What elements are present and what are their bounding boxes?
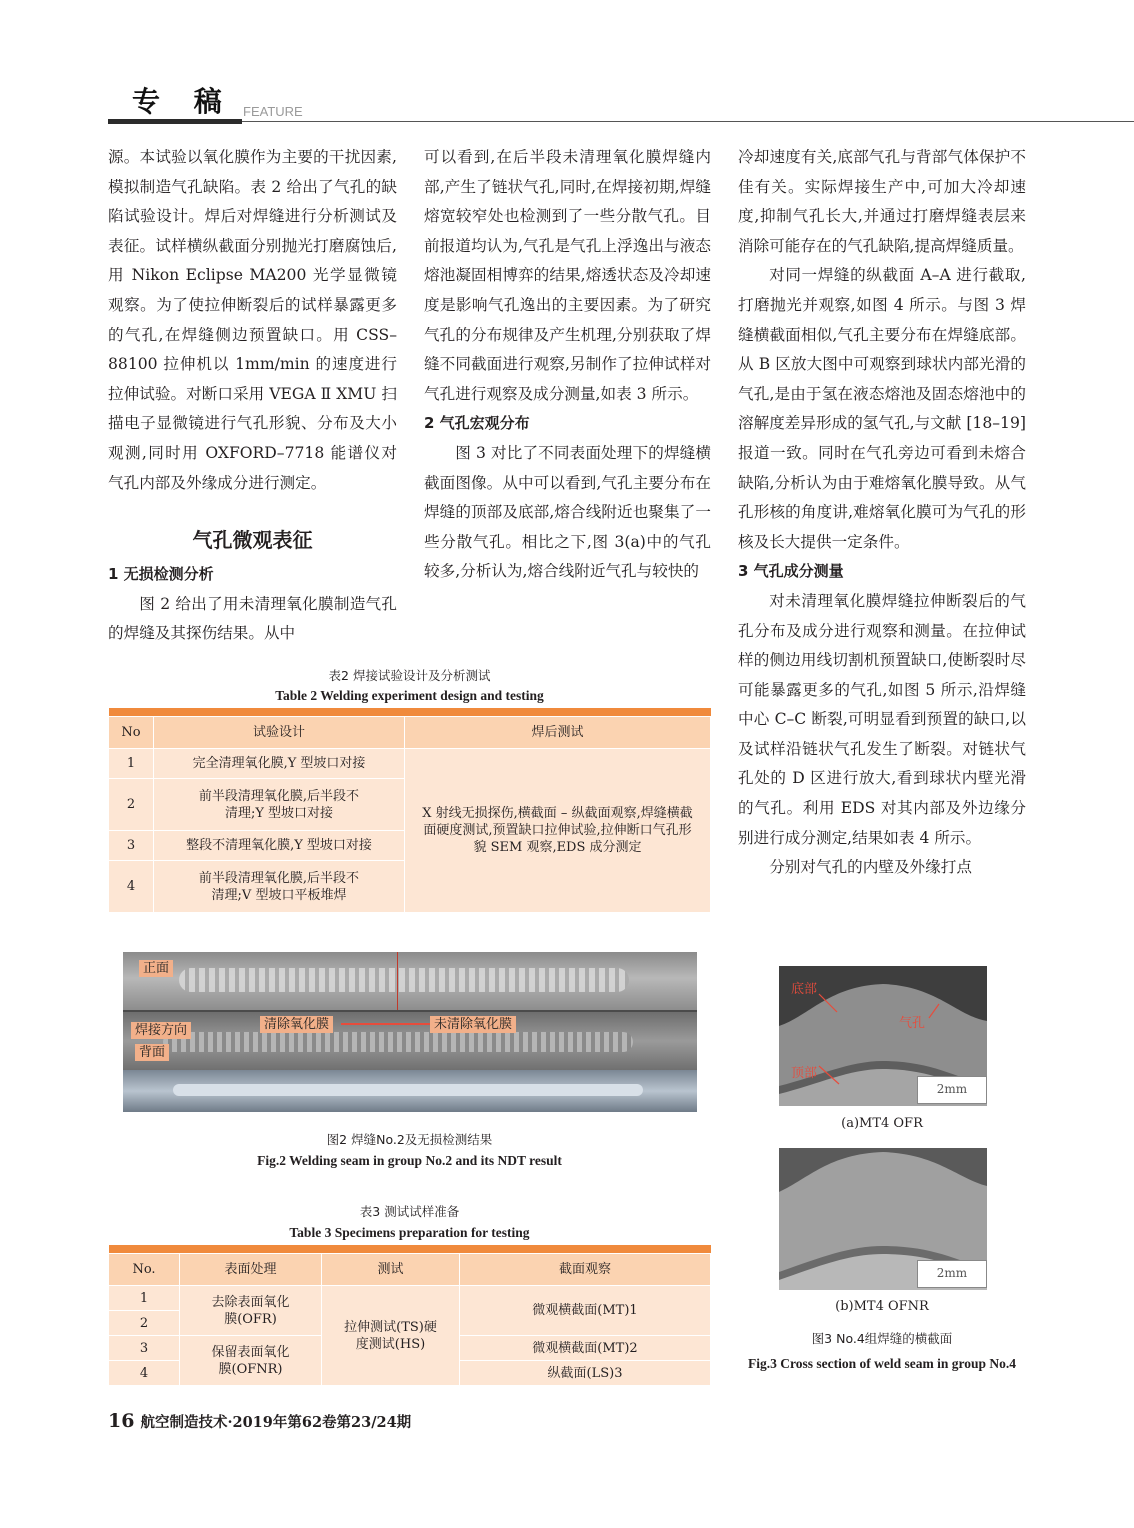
label-top: 顶部 (791, 1066, 818, 1081)
label-cleaned: 清除氧化膜 (260, 1016, 333, 1033)
table-header: 焊后测试 (405, 717, 711, 749)
label-pore: 气孔 (899, 1016, 926, 1031)
divider-line (397, 952, 398, 1010)
column-1-lower (108, 560, 397, 649)
table-cell: 前半段清理氧化膜,后半段不清理;Y 型坡口对接 (154, 779, 405, 831)
figure-3a-subcaption: (a)MT4 OFR (841, 1116, 923, 1131)
paragraph: 可以看到,在后半段未清理氧化膜焊缝内部,产生了链状气孔,同时,在焊接初期,焊缝熔宽较窄处也检测到了一些分散气孔。目前报道均认为,气孔是气孔上浮逸出与液态熔池凝固相博弈的结果,熔透状态及冷却速度是影响气孔逸出的主要因素。为了研究气孔的分布规律及产生机理,分别获取了焊缝不同截面进行观察,另制作了拉伸试样对气孔进行观察及成分测量,如表 3 所示。 (424, 148, 711, 403)
journal-info: 航空制造技术·2019年第62卷第23/24期 (140, 1414, 412, 1431)
table-cell: 3 (109, 1336, 180, 1361)
header-rule (242, 121, 1134, 122)
table-header: No. (109, 1254, 180, 1286)
label-back: 背面 (135, 1044, 169, 1061)
scale-bar: 2mm (917, 1260, 987, 1288)
figure-3a-cross-section (779, 966, 987, 1106)
label-front: 正面 (139, 960, 173, 977)
table-cell: 3 (109, 831, 154, 861)
table-cell: 2 (109, 1311, 180, 1336)
page-number: 16 (108, 1410, 135, 1432)
weld-bead-mid (163, 1032, 633, 1052)
table-cell: 微观横截面(MT)1 (460, 1286, 711, 1336)
scale-bar: 2mm (917, 1076, 987, 1104)
heading-3: 3 气孔成分测量 (738, 562, 844, 581)
table-cell: 拉伸测试(TS)硬度测试(HS) (322, 1286, 460, 1386)
table-3 (108, 1245, 711, 1386)
paragraph: 图 3 对比了不同表面处理下的焊缝横截面图像。从中可以看到,气孔主要分布在焊缝的顶部及底部,熔合线附近也聚集了一些分散气孔。相比之下,图 3(a)中的气孔较多,分析认为,熔合线附近气孔与较快的 (424, 443, 711, 581)
table-header: 测试 (322, 1254, 460, 1286)
label-uncleaned: 未清除氧化膜 (430, 1016, 516, 1033)
column-1 (108, 143, 397, 498)
table-cell: 纵截面(LS)3 (460, 1361, 711, 1386)
table-cell: X 射线无损探伤,横截面 – 纵截面观察,焊缝横截面硬度测试,预置缺口拉伸试验,拉伸断口气孔形貌 SEM 观察,EDS 成分测定 (405, 749, 711, 913)
paragraph: 对同一焊缝的纵截面 A–A 进行截取,打磨抛光并观察,如图 4 所示。与图 3 焊缝横截面相似,气孔主要分布在焊缝底部。从 B 区放大图中可观察到球状内部光滑的气孔,是由于氢在液态熔池及固态熔池中的溶解度差异形成的氢气孔,与文献 [18–19] 报道一致。同时在气孔旁边可看到未熔合缺陷,分析认为由于难熔氧化膜导致。从气孔形核的角度讲,难熔氧化膜可为气孔的形核及长大提供一定条件。 (738, 266, 1026, 551)
table-cell: 去除表面氧化膜(OFR) (180, 1286, 322, 1336)
column-2 (424, 143, 711, 587)
paragraph: 冷却速度有关,底部气孔与背部气体保护不佳有关。实际焊接生产中,可加大冷却速度,抑制气孔长大,并通过打磨焊缝表层来消除可能存在的气孔缺陷,提高焊缝质量。 (738, 148, 1026, 255)
paragraph: 分别对气孔的内壁及外缘打点 (769, 858, 972, 877)
table-header: 表面处理 (180, 1254, 322, 1286)
section-title: 气孔微观表征 (192, 528, 313, 552)
section-header-subtitle: FEATURE (243, 104, 303, 119)
figure-2-caption-cn: 图2 焊缝No.2及无损检测结果 (326, 1132, 493, 1147)
direction-arrow (341, 1023, 431, 1025)
column-3 (738, 143, 1026, 883)
table-3-caption-en: Table 3 Specimens preparation for testing (289, 1225, 530, 1240)
header-bar (108, 119, 242, 124)
label-direction: 焊接方向 (131, 1022, 191, 1039)
paragraph: 对未清理氧化膜焊缝拉伸断裂后的气孔分布及成分进行观察和测量。在拉伸试样的侧边用线切割机预置缺口,使断裂时尽可能暴露更多的气孔,如图 5 所示,沿焊缝中心 C–C 断裂,可明显看到预置的缺口,以及试样沿链状气孔发生了断裂。对链状气孔处的 D 区进行放大,看到球状内壁光滑的气孔。利用 EDS 对其内部及外边缘分别进行成分测定,结果如表 4 所示。 (738, 591, 1026, 847)
table-2-caption-en: Table 2 Welding experiment design and testing (275, 688, 544, 703)
table-cell: 4 (109, 1361, 180, 1386)
section-header-title: 专 稿 (132, 85, 234, 118)
heading-2: 2 气孔宏观分布 (424, 414, 530, 433)
table-cell: 1 (109, 1286, 180, 1311)
paragraph: 源。本试验以氧化膜作为主要的干扰因素,模拟制造气孔缺陷。表 2 给出了气孔的缺陷试验设计。焊后对焊缝进行分析测试及表征。试样横纵截面分别抛光打磨腐蚀后,用 Nikon Eclipse MA200 光学显微镜观察。为了使拉伸断裂后的试样暴露更多的气孔,在焊缝侧边预置缺口。用 CSS–88100 拉伸机以 1mm/min 的速度进行拉伸试验。对断口采用 VEGA Ⅱ XMU 扫描电子显微镜进行气孔形貌、分布及大小观测,同时用 OXFORD–7718 能谱仪对气孔内部及外缘成分进行测定。 (108, 148, 397, 492)
table-cell: 4 (109, 861, 154, 913)
figure-3-caption-cn: 图3 No.4组焊缝的横截面 (811, 1331, 953, 1346)
weld-bead-front (179, 968, 629, 992)
table-header: 截面观察 (460, 1254, 711, 1286)
table-cell: 完全清理氧化膜,Y 型坡口对接 (154, 749, 405, 779)
figure-2-caption-en: Fig.2 Welding seam in group No.2 and its NDT result (257, 1153, 562, 1168)
table-3-caption-cn: 表3 测试试样准备 (359, 1204, 460, 1219)
table-cell: 保留表面氧化膜(OFNR) (180, 1336, 322, 1386)
figure-3-caption-en: Fig.3 Cross section of weld seam in group No.4 (747, 1356, 1016, 1371)
table-cell: 前半段清理氧化膜,后半段不清理;V 型坡口平板堆焊 (154, 861, 405, 913)
table-header: No (109, 717, 154, 749)
table-cell: 微观横截面(MT)2 (460, 1336, 711, 1361)
table-2 (108, 708, 711, 913)
page-footer (108, 1410, 411, 1432)
table-cell: 2 (109, 779, 154, 831)
table-cell: 整段不清理氧化膜,Y 型坡口对接 (154, 831, 405, 861)
figure-3b-cross-section (779, 1148, 987, 1290)
figure-2-weld-photo (123, 952, 697, 1112)
paragraph: 图 2 给出了用未清理氧化膜制造气孔的焊缝及其探伤结果。从中 (108, 594, 397, 643)
label-bottom: 底部 (791, 982, 818, 997)
table-cell: 1 (109, 749, 154, 779)
table-header: 试验设计 (154, 717, 405, 749)
back-overlay (123, 1070, 697, 1112)
table-2-caption-cn: 表2 焊接试验设计及分析测试 (328, 668, 491, 683)
figure-3b-subcaption: (b)MT4 OFNR (835, 1299, 929, 1314)
heading-1: 1 无损检测分析 (108, 565, 214, 583)
